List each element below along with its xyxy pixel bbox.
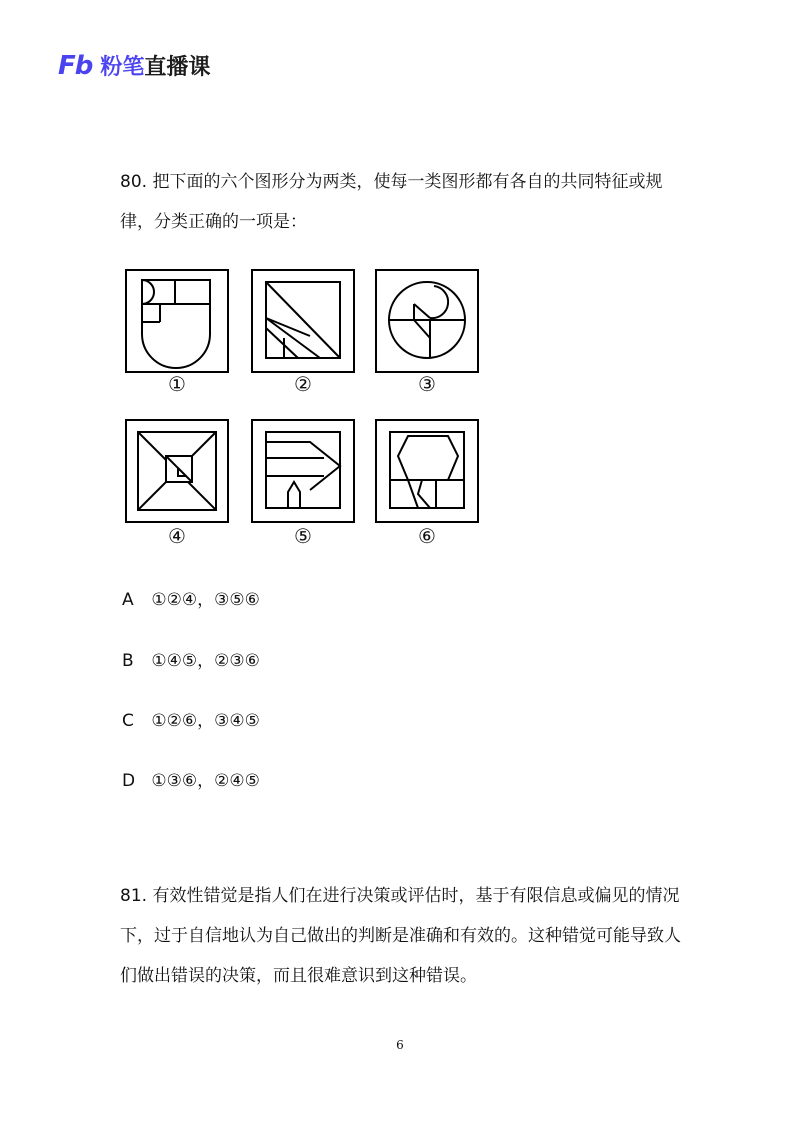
figure-2 [250, 268, 356, 374]
figure-1 [124, 268, 230, 374]
logo-mark: Fb [58, 50, 93, 81]
option-d[interactable] [122, 766, 260, 791]
option-d-text: ①③⑥，②④⑤ [151, 771, 260, 791]
page-number: 6 [396, 1038, 404, 1052]
option-c-text: ①②⑥，③④⑤ [151, 711, 260, 731]
question-80-text: 80. 把下面的六个图形分为两类，使每一类图形都有各自的共同特征或规律，分类正确的一项是： [120, 172, 663, 232]
option-b-key: B [122, 651, 134, 671]
figure-5-label: ⑤ [294, 524, 312, 548]
option-d-key: D [122, 771, 136, 791]
option-c[interactable] [122, 706, 260, 731]
figure-4 [124, 418, 230, 524]
fenbi-logo [58, 50, 210, 81]
logo-brand: 粉笔 [100, 55, 145, 80]
figure-6-label: ⑥ [418, 524, 436, 548]
option-b[interactable] [122, 646, 260, 671]
figure-1-label: ① [168, 372, 186, 396]
figure-4-label: ④ [168, 524, 186, 548]
option-a[interactable] [122, 585, 260, 610]
figure-3 [374, 268, 480, 374]
option-c-key: C [122, 711, 134, 731]
question-81-text: 81. 有效性错觉是指人们在进行决策或评估时，基于有限信息或偏见的情况下，过于自信地认为自己做出的判断是准确和有效的。这种错觉可能导致人们做出错误的决策，而且很难意识到这种错误。 [120, 886, 681, 986]
figure-6 [374, 418, 480, 524]
option-b-text: ①④⑤，②③⑥ [151, 651, 260, 671]
figure-3-label: ③ [418, 372, 436, 396]
figure-5 [250, 418, 356, 524]
figure-2-label: ② [294, 372, 312, 396]
option-a-text: ①②④，③⑤⑥ [151, 590, 260, 610]
logo-suffix: 直播课 [144, 55, 211, 80]
option-a-key: A [122, 590, 134, 610]
